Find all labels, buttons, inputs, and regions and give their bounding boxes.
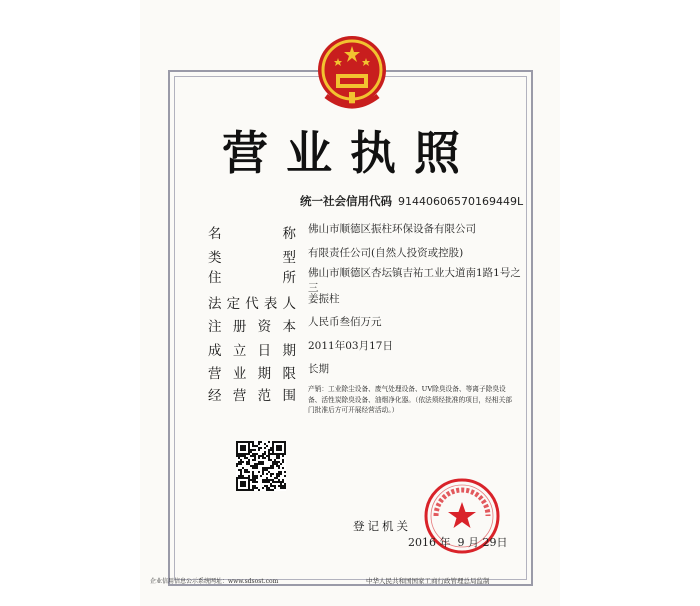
field-row: [208, 246, 463, 264]
field-row: [208, 339, 393, 357]
field-row: [208, 315, 382, 333]
license-title: 营业执照: [222, 126, 478, 180]
field-label: 注 册 资 本: [208, 319, 296, 335]
field-row: [208, 384, 518, 414]
national-emblem-icon: [316, 34, 388, 110]
field-value: 产销：工业除尘设备、废气处理设备、UV除臭设备、等离子除臭设备、活性炭除臭设备、油烟净化器。（依法须经批准的项目，经相关部门批准后方可开展经营活动。）: [308, 385, 512, 414]
month-unit: 月: [468, 536, 479, 549]
field-label: 住 所: [208, 270, 296, 286]
issue-month: 9: [457, 536, 465, 549]
footer-issuer: 中华人民共和国国家工商行政管理总局监制: [366, 577, 490, 585]
field-value: 人民币叁佰万元: [308, 316, 382, 328]
field-label: 法 定 代 表 人: [208, 296, 296, 312]
field-value: 佛山市顺德区杏坛镇吉祐工业大道南1路1号之三: [308, 267, 521, 294]
issue-day: 29: [482, 536, 497, 549]
year-unit: 年: [439, 536, 451, 549]
field-value: 长期: [308, 363, 329, 375]
field-label: 名 称: [208, 226, 296, 242]
credit-code: [300, 193, 523, 209]
field-label: 成 立 日 期: [208, 343, 296, 359]
field-value: 有限责任公司(自然人投资或控股): [308, 247, 464, 259]
field-label: 营 业 期 限: [208, 366, 296, 382]
credit-code-value: 91440606570169449L: [398, 195, 524, 208]
footer-website: 企业信用信息公示系统网址：www.sdsost.com: [150, 578, 279, 585]
issue-year: 2016: [408, 536, 436, 549]
registration-authority-label: 登记机关: [353, 519, 411, 533]
field-row: [208, 292, 340, 310]
day-unit: 日: [496, 536, 508, 549]
field-row: [208, 222, 476, 240]
field-value: 佛山市顺德区振柱环保设备有限公司: [308, 223, 476, 235]
issue-date: [408, 534, 508, 550]
qr-code-icon: [236, 441, 286, 491]
field-value: 姜振柱: [308, 293, 340, 305]
field-row: [208, 362, 329, 380]
field-label: 类 型: [208, 250, 296, 266]
field-row: [208, 266, 523, 294]
credit-code-label: 统一社会信用代码: [300, 194, 392, 208]
field-value: 2011年03月17日: [308, 340, 393, 352]
field-label: 经 营 范 围: [208, 388, 296, 404]
